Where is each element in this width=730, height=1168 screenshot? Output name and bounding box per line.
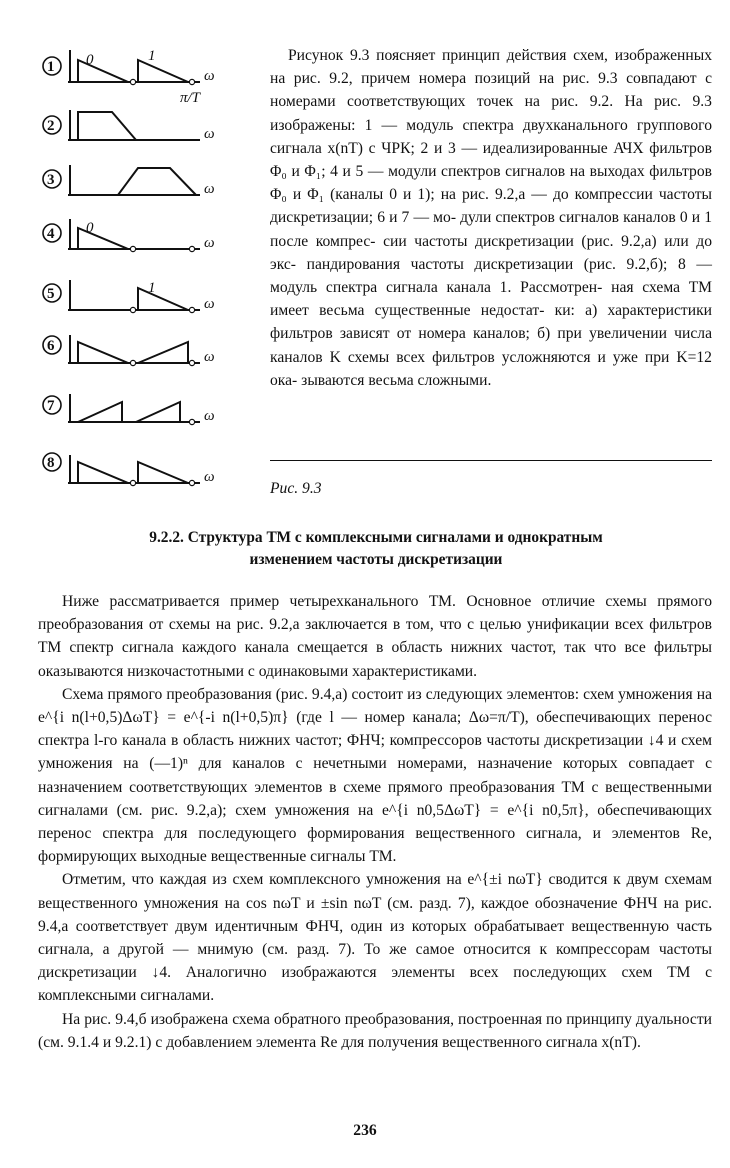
- paragraph-2: Схема прямого преобразования (рис. 9.4,а) состоит из следующих элементов: схем умножения на e^{i n(l+0,5)ΔωT} = e^{-i n(l+0,5)π} (где l — номер канала; Δω=π/T), обеспечивающих перенос спектра l-го канала в область нижних частот; ФНЧ; компрессоров частоты дискретизации ↓4 и схем умножения на (—1)ⁿ для каналов с нечетными номерами, назначение которых совпадает с назначением соответствующих элементов в схеме прямого преобразования ТМ с вещественными сигналами (см. рис. 9.2,а); схем умножения на e^{i n0,5ΔωT} = e^{i n0,5π}, обеспечивающих перенос спектра для последующего формирования вещественного сигнала, и элементов Re, формирующих выходные вещественные сигналы ТМ.: [38, 685, 712, 866]
- figure-9-3-drawing: [40, 38, 265, 508]
- caption-rule: [270, 460, 712, 461]
- panel-number: 3: [47, 172, 55, 188]
- panel-3: [43, 165, 215, 197]
- description-line: всех фильтров усложняются и уже при K=12 ока-: [270, 348, 712, 389]
- body-text: [38, 590, 712, 1054]
- description-line: дули спектров сигналов каналов 0 и 1 после компрес-: [270, 209, 712, 250]
- tick-dot: [189, 307, 194, 312]
- paragraph-3: Отметим, что каждая из схем комплексного умножения на e^{±i nωT} сводится к двум схемам вещественного умножения на cos nωT и ±sin nωT (см. разд. 7), каждое обозначение ФНЧ на рис. 9.4,а соответствует двум идентичным ФНЧ, один из которых обрабатывает вещественную часть сигнала, а другой — мнимую (см. разд. 7). То же самое относится к компрессорам частоты дискретизации ↓4. Аналогично изображаются элементы всех последующих схем ТМ с комплексными сигналами.: [38, 871, 712, 1005]
- spectrum-triangle-1: [138, 60, 188, 82]
- label-channel-1: 1: [148, 280, 156, 296]
- panel-number: 8: [47, 455, 55, 471]
- description-line: ки: а) характеристики фильтров зависят от номера: [270, 302, 712, 343]
- tick-dot: [130, 480, 135, 485]
- panel-2: [43, 110, 215, 142]
- figure-description: [270, 44, 712, 392]
- spectrum-triangle-mirrored: [136, 402, 180, 422]
- description-line: фильтров Φ₀ и Φ₁ (каналы 0 и 1); на рис. 9.2,а —: [270, 163, 712, 204]
- omega-label: ω: [204, 235, 215, 251]
- description-line: точек на рис. 9.2. На рис. 9.3 изображены: 1 — модуль: [270, 93, 712, 134]
- panel-number: 2: [47, 118, 55, 134]
- paragraph-1: Ниже рассматривается пример четырехканального ТМ. Основное отличие схемы прямого преобразования от схемы на рис. 9.2,а заключается в том, что с целью унификации всех фильтров ТМ спектр сигнала каждого канала смещается в область нижних частот, так что все фильтры оказываются низкочастотными с одинаковыми характеристиками.: [38, 593, 712, 680]
- tick-dot: [189, 360, 194, 365]
- panel-4: [43, 219, 215, 252]
- panel-8: [43, 453, 215, 486]
- section-heading-line-1: 9.2.2. Структура ТМ с комплексными сигналами и однократным: [149, 529, 603, 546]
- panel-1: [43, 48, 215, 106]
- figure-caption: Рис. 9.3: [270, 480, 322, 497]
- panel-7: [43, 394, 215, 425]
- tick-dot: [130, 79, 135, 84]
- omega-label: ω: [204, 181, 215, 197]
- label-channel-0: 0: [86, 220, 94, 236]
- spectrum-triangle: [78, 342, 128, 363]
- tick-dot: [189, 246, 194, 251]
- page-number: 236: [353, 1122, 377, 1139]
- label-channel-0: 0: [86, 52, 94, 68]
- panel-number: 4: [47, 226, 55, 242]
- description-line: спектра двухканального группового сигнала x(nT) с: [270, 116, 712, 157]
- omega-label: ω: [204, 349, 215, 365]
- panel-number: 5: [47, 286, 55, 302]
- tick-dot: [189, 79, 194, 84]
- panel-number: 6: [47, 338, 55, 354]
- paragraph-4: На рис. 9.4,б изображена схема обратного преобразования, построенная по принципу дуальности (см. 9.1.4 и 9.2.1) с добавлением элемента Re для получения вещественного сигнала x(nT).: [38, 1010, 712, 1051]
- panel-number: 7: [47, 398, 55, 414]
- spectrum-triangle: [138, 462, 188, 483]
- spectrum-triangle-mirrored: [78, 402, 122, 422]
- section-heading-line-2: изменением частоты дискретизации: [249, 551, 503, 568]
- description-line: ная схема ТМ имеет весьма существенные недостат-: [270, 279, 712, 320]
- filter-response-1: [118, 168, 196, 195]
- description-line: 8 — модуль спектра сигнала канала 1. Рассмотрен-: [270, 255, 712, 297]
- filter-response-0: [78, 112, 136, 140]
- spectrum-triangle-1: [138, 288, 188, 310]
- figure-9-3: [40, 38, 265, 508]
- description-paragraph: [270, 44, 712, 392]
- tick-dot: [189, 419, 194, 424]
- description-line: ЧРК; 2 и 3 — идеализированные АЧХ фильтров Φ₀: [270, 139, 712, 181]
- section-heading: [40, 527, 712, 571]
- panel-number: 1: [47, 59, 55, 75]
- panel-5: [43, 280, 215, 313]
- description-line: Рисунок 9.3 поясняет принцип действия схем,: [288, 47, 608, 64]
- description-line: каналов; б) при увеличении числа каналов K схемы: [270, 325, 712, 366]
- tick-dot: [130, 360, 135, 365]
- label-channel-1: 1: [148, 48, 156, 64]
- spectrum-triangle: [78, 462, 128, 483]
- tick-dot: [189, 480, 194, 485]
- omega-label: ω: [204, 469, 215, 485]
- description-line: на рис. 9.3 совпадают с номерами соответствующих: [270, 70, 712, 111]
- tick-dot: [130, 307, 135, 312]
- description-line: зываются весьма сложными.: [301, 371, 492, 389]
- omega-label: ω: [204, 296, 215, 312]
- description-line: пандирования частоты дискретизации (рис. 9.2,б);: [306, 255, 668, 273]
- pi-over-t-label: π/T: [180, 90, 201, 106]
- panel-6: [43, 335, 215, 366]
- description-line: изображенных на рис. 9.2, причем номера позиций: [270, 47, 713, 88]
- description-line: и Φ₁; 4 и 5 — модули спектров сигналов на выходах: [291, 163, 645, 181]
- omega-label: ω: [204, 126, 215, 142]
- description-line: сии частоты дискретизации (рис. 9.2,а) или до экс-: [270, 232, 712, 273]
- spectrum-triangle-mirrored: [138, 342, 188, 363]
- description-line: до компрессии частоты дискретизации; 6 и 7 — мо-: [270, 186, 713, 227]
- tick-dot: [130, 246, 135, 251]
- omega-label: ω: [204, 68, 215, 84]
- omega-label: ω: [204, 408, 215, 424]
